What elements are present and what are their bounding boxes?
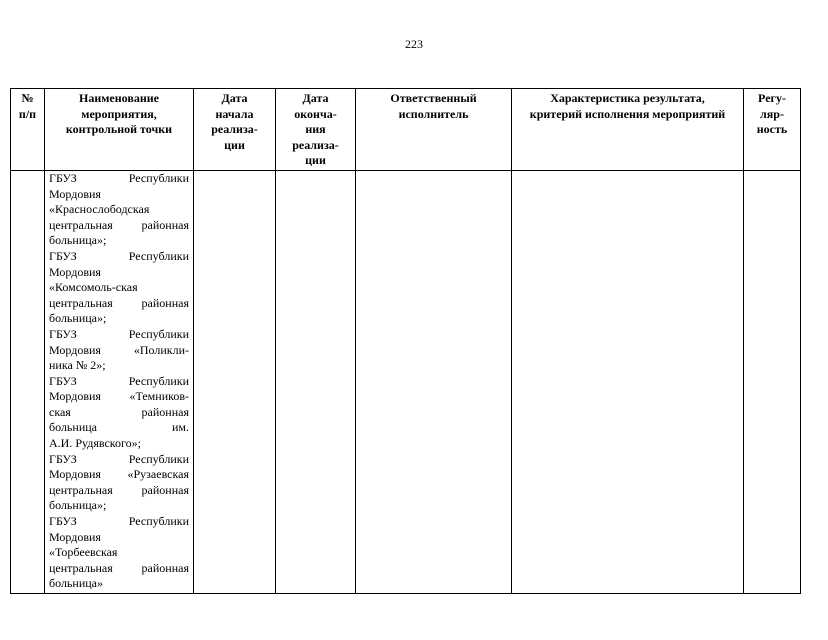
name-line: центральная районная — [49, 482, 189, 497]
name-line: Мордовия «Рузаевская — [49, 467, 189, 482]
table-row — [11, 170, 801, 593]
activities-table — [10, 88, 801, 594]
cell-executor — [356, 170, 512, 593]
cell-regularity — [744, 170, 801, 593]
cell-result — [512, 170, 744, 593]
name-line: центральная районная — [49, 295, 189, 310]
name-line: Мордовия — [49, 264, 101, 279]
header-regularity: Регу- ляр- ность — [744, 89, 801, 171]
header-number: № п/п — [11, 89, 45, 171]
name-line: Мордовия — [49, 186, 101, 201]
name-line: «Торбеевская — [49, 545, 118, 560]
name-line: Мордовия — [49, 529, 101, 544]
name-line: А.И. Рудявского»; — [49, 436, 141, 451]
name-line: больница им. — [49, 420, 189, 435]
cell-number — [11, 170, 45, 593]
name-line: ГБУЗ Республики — [49, 170, 189, 185]
header-end-date: Дата оконча- ния реализа- ции — [276, 89, 356, 171]
name-lines — [49, 171, 189, 592]
name-line: ГБУЗ Республики — [49, 326, 189, 341]
name-line: центральная районная — [49, 560, 189, 575]
name-line: «Краснослободская — [49, 202, 150, 217]
header-start-date: Дата начала реализа- ции — [194, 89, 276, 171]
name-line: Мордовия «Темников- — [49, 389, 189, 404]
name-line: ГБУЗ Республики — [49, 248, 189, 263]
header-result: Характеристика результата, критерий исполнения мероприятий — [512, 89, 744, 171]
page-number: 223 — [405, 37, 423, 51]
cell-start-date — [194, 170, 276, 593]
cell-end-date — [276, 170, 356, 593]
table-header-row — [11, 89, 801, 171]
name-line: ГБУЗ Республики — [49, 373, 189, 388]
name-line: Мордовия «Поликли- — [49, 342, 189, 357]
header-executor: Ответственный исполнитель — [356, 89, 512, 171]
name-line: центральная районная — [49, 217, 189, 232]
name-line: больница» — [49, 576, 103, 591]
name-line: больница»; — [49, 498, 107, 513]
name-line: ская районная — [49, 404, 189, 419]
name-line: «Комсомоль-ская — [49, 280, 138, 295]
name-line: ГБУЗ Республики — [49, 514, 189, 529]
name-line: больница»; — [49, 311, 107, 326]
name-line: ГБУЗ Республики — [49, 451, 189, 466]
name-line: ника № 2»; — [49, 358, 106, 373]
header-name: Наименование мероприятия, контрольной точки — [45, 89, 194, 171]
name-line: больница»; — [49, 233, 107, 248]
cell-name — [45, 170, 194, 593]
